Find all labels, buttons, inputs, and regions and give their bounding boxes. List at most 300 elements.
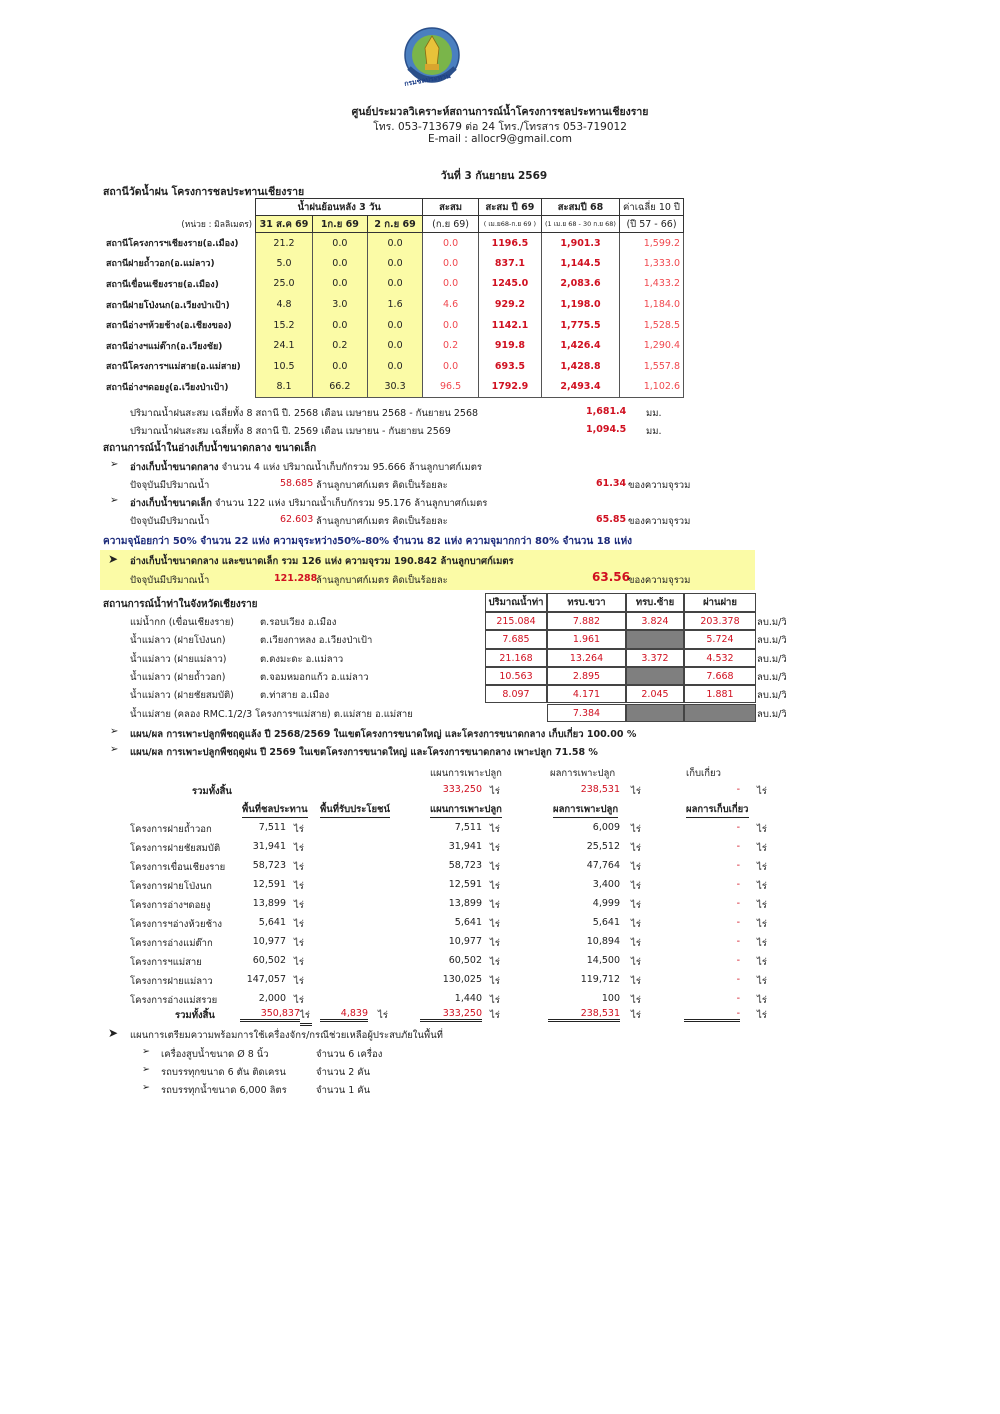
- flow-river: น้ำแม่ลาว (ฝายโป่งนก): [130, 635, 226, 647]
- crop-project-name: โครงการอ่างฯดอยงู: [130, 900, 211, 911]
- crop-plan: 7,511: [454, 822, 482, 833]
- crop-h-harvest2: ผลการเก็บเกี่ยว: [686, 802, 749, 818]
- crop-sum-result: 238,531: [580, 784, 620, 795]
- crop-irr-area: 60,502: [252, 955, 286, 966]
- crop-total-area: 350,837: [240, 1008, 300, 1022]
- rain-day3: 0.0: [367, 253, 422, 274]
- crop-area-unit: ไร่: [294, 957, 304, 968]
- bullet-arrow-icon: ➢: [110, 726, 119, 737]
- rain-cum68: 1,428.8: [542, 356, 620, 377]
- crop-area-unit: ไร่: [294, 881, 304, 892]
- rain-day3: 0.0: [367, 335, 422, 356]
- flow-weir-empty: [684, 704, 756, 722]
- capacity-summary: ความจุน้อยกว่า 50% จำนวน 22 แห่ง ความจุระหว่าง50%-80% จำนวน 82 แห่ง ความจุมากกว่า 80% จำนวน 18 แห่ง: [103, 536, 633, 547]
- crop-area-unit: ไร่: [294, 900, 304, 911]
- rain-cum: 0.0: [423, 356, 479, 377]
- crop-plan-unit: ไร่: [490, 957, 500, 968]
- bullet-arrow-icon: ➤: [108, 552, 119, 566]
- crop-sum-plan-unit: ไร่: [490, 786, 500, 797]
- equipment-qty: จำนวน 6 เครื่อง: [316, 1049, 383, 1060]
- rain-cum: 4.6: [423, 294, 479, 315]
- rain-col-cum-sub: (ก.ย 69): [423, 216, 479, 233]
- flow-unit: ลบ.ม/วิ: [757, 635, 787, 647]
- rain-day1: 15.2: [256, 315, 313, 336]
- crop-plan: 130,025: [442, 974, 482, 985]
- rain-station-row: [103, 315, 684, 336]
- flow-river: น้ำแม่ลาว (ฝายแม่ลาว): [130, 653, 227, 665]
- rain-cum69: 1245.0: [478, 274, 541, 295]
- bullet-arrow-icon: ➢: [110, 459, 119, 470]
- bullet-arrow-icon: ➤: [108, 1026, 119, 1040]
- crop-plan-unit: ไร่: [490, 995, 500, 1006]
- rain-table: [103, 198, 684, 398]
- equipment-title: แผนการเตรียมความพร้อมการใช้เครื่องจักร/กรณีช่วยเหลือผู้ประสบภัยในพื้นที่: [130, 1030, 443, 1041]
- total-pct-value: 63.56: [592, 570, 630, 584]
- crop-plan-unit: ไร่: [490, 881, 500, 892]
- crop-plan: 13,899: [448, 898, 482, 909]
- crop-sum-result-unit: ไร่: [631, 786, 641, 797]
- crop-result-unit: ไร่: [631, 881, 641, 892]
- flow-right: 7.384: [547, 704, 626, 722]
- station-name: สถานีอ่างฯแม่ต๊าก(อ.เวียงชัย): [106, 341, 223, 352]
- crop-result-unit: ไร่: [631, 919, 641, 930]
- crop-plan: 58,723: [448, 860, 482, 871]
- total-current-value: 121.288: [274, 573, 318, 584]
- crop-project-name: โครงการฝายชัยสมบัติ: [130, 843, 221, 854]
- flow-river: น้ำแม่ลาว (ฝายชัยสมบัติ): [130, 690, 234, 702]
- crop-result: 25,512: [586, 841, 620, 852]
- crop-total-plan-unit: ไร่: [490, 1010, 500, 1021]
- org-phone: โทร. 053-713679 ต่อ 24 โทร./โทรสาร 053-719012: [373, 121, 627, 133]
- flow-unit: ลบ.ม/วิ: [757, 617, 787, 628]
- crop-project-name: โครงการฝายโป่งนก: [130, 881, 212, 892]
- crop-sum-plan: 333,250: [442, 784, 482, 795]
- crop-area-unit: ไร่: [294, 976, 304, 987]
- equipment-name: รถบรรทุกน้ำขนาด 6,000 ลิตร: [161, 1085, 287, 1096]
- crop-project-name: โครงการฯอ่างห้วยช้าง: [130, 919, 222, 930]
- small-pct-value: 65.85: [596, 514, 627, 525]
- crop-result: 4,999: [592, 898, 620, 909]
- rain-cum69: 929.2: [478, 294, 541, 315]
- rain-day2: 0.0: [312, 315, 367, 336]
- flow-weir: 1.881: [684, 685, 756, 703]
- crop-plan-wet: แผน/ผล การเพาะปลูกพืชฤดูฝน ปี 2569 ในเขตโครงการขนาดใหญ่ และโครงการขนาดกลาง เพาะปลูก 71.58 %: [130, 747, 598, 758]
- flow-h-flow: ปริมาณน้ำท่า: [485, 593, 547, 612]
- rain-day3: 30.3: [367, 377, 422, 398]
- rain-col-cum68: สะสมปี 68: [542, 199, 620, 216]
- rain-cum: 0.0: [423, 274, 479, 295]
- rain-col-d3: 2 ก.ย 69: [367, 216, 422, 233]
- equipment-name: เครื่องสูบน้ำขนาด Ø 8 นิ้ว: [161, 1049, 269, 1060]
- crop-result-unit: ไร่: [631, 900, 641, 911]
- crop-harvest: -: [736, 898, 740, 909]
- equipment-name: รถบรรทุกขนาด 6 ตัน ติดเครน: [161, 1067, 286, 1078]
- flow-location: ต.จอมหมอกแก้ว อ.แม่ลาว: [260, 671, 369, 683]
- rain-day1: 8.1: [256, 377, 313, 398]
- flow-value: 7.685: [485, 630, 547, 648]
- org-title: ศูนย์ประมวลวิเคราะห์สถานการณ์น้ำโครงการชลประทานเชียงราย: [351, 106, 649, 118]
- crop-plan-unit: ไร่: [490, 824, 500, 835]
- bullet-arrow-icon: ➢: [142, 1082, 150, 1093]
- crop-h-plan: แผนการเพาะปลูก: [430, 768, 502, 779]
- crop-harvest-unit: ไร่: [757, 995, 767, 1006]
- rain-day2: 66.2: [312, 377, 367, 398]
- flow-right: 13.264: [547, 649, 626, 667]
- crop-irr-area: 58,723: [252, 860, 286, 871]
- crop-harvest: -: [736, 955, 740, 966]
- crop-plan: 1,440: [454, 993, 482, 1004]
- rain-day2: 0.0: [312, 356, 367, 377]
- crop-result: 119,712: [580, 974, 620, 985]
- crop-project-name: โครงการฝายแม่ลาว: [130, 976, 213, 987]
- avg2569-unit: มม.: [646, 426, 662, 437]
- rain-avg10: 1,184.0: [619, 294, 683, 315]
- small-head: อ่างเก็บน้ำขนาดเล็ก: [130, 498, 212, 509]
- flow-right: 2.895: [547, 667, 626, 685]
- rain-day1: 24.1: [256, 335, 313, 356]
- crop-harvest-unit: ไร่: [757, 919, 767, 930]
- crop-result-unit: ไร่: [631, 824, 641, 835]
- crop-plan: 10,977: [448, 936, 482, 947]
- org-email: E-mail : allocr9@gmail.com: [427, 133, 573, 145]
- rain-cum68: 1,198.0: [542, 294, 620, 315]
- rain-day3: 1.6: [367, 294, 422, 315]
- reservoir-title: สถานการณ์น้ำในอ่างเก็บน้ำขนาดกลาง ขนาดเล็ก: [103, 443, 317, 454]
- rain-day1: 25.0: [256, 274, 313, 295]
- total-head: อ่างเก็บน้ำขนาดกลาง และขนาดเล็ก รวม 126 แห่ง ความจุรวม 190.842 ล้านลูกบาศก์เมตร: [130, 556, 514, 567]
- crop-result: 14,500: [586, 955, 620, 966]
- rain-station-row: [103, 294, 684, 315]
- flow-value: 8.097: [485, 685, 547, 703]
- small-current-value: 62.603: [280, 514, 314, 525]
- rain-col-cum69-sub: ( เม.ย68-ก.ย 69 ): [478, 216, 541, 233]
- rain-day3: 0.0: [367, 356, 422, 377]
- crop-h-plan2: แผนการเพาะปลูก: [430, 802, 502, 818]
- crop-harvest-unit: ไร่: [757, 976, 767, 987]
- crop-plan: 31,941: [448, 841, 482, 852]
- crop-result: 47,764: [586, 860, 620, 871]
- crop-irr-area: 5,641: [258, 917, 286, 928]
- rain-unit-label: (หน่วย : มิลลิเมตร): [181, 220, 253, 230]
- crop-total-harvest: -: [684, 1008, 740, 1022]
- station-name: สถานีเขื่อนเชียงราย(อ.เมือง): [106, 279, 219, 290]
- rain-col-cum69: สะสม ปี 69: [478, 199, 541, 216]
- rain-col-avg-sub: (ปี 57 - 66): [619, 216, 683, 233]
- rain-day1: 10.5: [256, 356, 313, 377]
- rain-day2: 0.0: [312, 274, 367, 295]
- equipment-qty: จำนวน 2 คัน: [316, 1067, 371, 1078]
- crop-plan-dry: แผน/ผล การเพาะปลูกพืชฤดูแล้ง ปี 2568/2569 ในเขตโครงการขนาดใหญ่ และโครงการขนาดกลาง เก็บเกี่ยว 100.00 %: [130, 729, 637, 740]
- medium-pct-value: 61.34: [596, 478, 627, 489]
- rain-cum69: 1142.1: [478, 315, 541, 336]
- rain-avg10: 1,433.2: [619, 274, 683, 295]
- crop-harvest: -: [736, 993, 740, 1004]
- flow-value: 21.168: [485, 649, 547, 667]
- crop-total-label: รวมทั้งสิ้น: [175, 1010, 215, 1021]
- crop-result-unit: ไร่: [631, 843, 641, 854]
- rain-group-header: น้ำฝนย้อนหลัง 3 วัน: [256, 199, 423, 216]
- crop-irr-area: 147,057: [246, 974, 286, 985]
- crop-h-harvest: เก็บเกี่ยว: [686, 768, 721, 779]
- rain-day1: 5.0: [256, 253, 313, 274]
- crop-total-result: 238,531: [548, 1008, 620, 1022]
- flow-h-weir: ผ่านฝาย: [684, 593, 756, 612]
- crop-area-unit: ไร่: [294, 843, 304, 854]
- rain-cum68: 1,775.5: [542, 315, 620, 336]
- bullet-arrow-icon: ➢: [142, 1064, 150, 1075]
- crop-total-benefit-unit: ไร่: [378, 1010, 388, 1021]
- station-name: สถานีโครงการฯเชียงราย(อ.เมือง): [106, 238, 239, 249]
- avg2568-unit: มม.: [646, 408, 662, 419]
- crop-plan: 60,502: [448, 955, 482, 966]
- rain-day3: 0.0: [367, 274, 422, 295]
- rain-col-cum: สะสม: [423, 199, 479, 216]
- flow-h-right: ทรบ.ขวา: [547, 593, 626, 612]
- crop-area-unit: ไร่: [294, 938, 304, 949]
- flow-location: ต.ดงมะดะ อ.แม่ลาว: [260, 653, 344, 665]
- station-name: สถานีโครงการฯแม่สาย(อ.แม่สาย): [106, 362, 241, 373]
- rain-cum69: 693.5: [478, 356, 541, 377]
- flow-river: แม่น้ำกก (เขื่อนเชียงราย): [130, 617, 234, 628]
- crop-project-name: โครงการอ่างแม่สรวย: [130, 995, 218, 1006]
- flow-location: ต.ท่าสาย อ.เมือง: [260, 690, 330, 702]
- flow-value: 10.563: [485, 667, 547, 685]
- station-name: สถานีอ่างฯดอยงู(อ.เวียงป่าเป้า): [106, 382, 229, 393]
- rain-cum69: 1792.9: [478, 377, 541, 398]
- rain-cum69: 837.1: [478, 253, 541, 274]
- flow-location: ต.เวียงกาหลง อ.เวียงป่าเป้า: [260, 635, 373, 647]
- medium-pct-suffix: ของความจุรวม: [628, 480, 691, 491]
- rain-day2: 3.0: [312, 294, 367, 315]
- flow-location: ต.รอบเวียง อ.เมือง: [260, 617, 337, 628]
- logo-text: กรมชลประทาน: [403, 71, 452, 89]
- medium-reservoir-line: [130, 460, 482, 475]
- station-name: สถานีอ่างฯห้วยช้าง(อ.เชียงของ): [106, 321, 232, 332]
- crop-result: 100: [601, 993, 620, 1004]
- medium-current-label: ปัจจุบันมีปริมาณน้ำ: [130, 480, 210, 491]
- crop-harvest-unit: ไร่: [757, 862, 767, 873]
- rain-day1: 21.2: [256, 233, 313, 254]
- bullet-arrow-icon: ➢: [110, 495, 119, 506]
- crop-area-unit: ไร่: [294, 824, 304, 835]
- rain-cum: 0.0: [423, 253, 479, 274]
- flow-left: 2.045: [626, 685, 684, 703]
- crop-sum-harvest-unit: ไร่: [757, 786, 767, 797]
- crop-plan-unit: ไร่: [490, 938, 500, 949]
- crop-harvest-unit: ไร่: [757, 957, 767, 968]
- avg2569-value: 1,094.5: [586, 424, 627, 435]
- rain-station-row: [103, 253, 684, 274]
- crop-irr-area: 10,977: [252, 936, 286, 947]
- crop-sum-label: รวมทั้งสิ้น: [192, 786, 232, 797]
- crop-plan-unit: ไร่: [490, 976, 500, 987]
- flow-left: 3.824: [626, 612, 684, 630]
- small-current-label: ปัจจุบันมีปริมาณน้ำ: [130, 516, 210, 527]
- crop-harvest: -: [736, 879, 740, 890]
- equipment-qty: จำนวน 1 คัน: [316, 1085, 371, 1096]
- rain-col-avg: ค่าเฉลี่ย 10 ปี: [619, 199, 683, 216]
- crop-result: 10,894: [586, 936, 620, 947]
- small-reservoir-line: [130, 496, 487, 511]
- crop-plan-unit: ไร่: [490, 900, 500, 911]
- rain-cum: 0.0: [423, 315, 479, 336]
- flow-weir: 7.668: [684, 667, 756, 685]
- rain-cum68: 1,901.3: [542, 233, 620, 254]
- flow-weir: 4.532: [684, 649, 756, 667]
- rain-cum: 0.0: [423, 233, 479, 254]
- rain-cum69: 919.8: [478, 335, 541, 356]
- medium-current-value: 58.685: [280, 478, 314, 489]
- crop-area-unit: ไร่: [294, 919, 304, 930]
- rain-col-d1: 31 ส.ค 69: [256, 216, 313, 233]
- total-pct-suffix: ของความจุรวม: [628, 575, 691, 586]
- flow-left-empty: [626, 667, 684, 685]
- station-name: สถานีฝายโป่งนก(อ.เวียงป่าเป้า): [106, 300, 230, 311]
- small-pct-suffix: ของความจุรวม: [628, 516, 691, 527]
- total-mcm-pct: ล้านลูกบาศก์เมตร คิดเป็นร้อยละ: [316, 575, 448, 586]
- flow-value: 215.084: [485, 612, 547, 630]
- crop-project-name: โครงการฯแม่สาย: [130, 957, 202, 968]
- avg2568-value: 1,681.4: [586, 406, 627, 417]
- crop-result: 6,009: [592, 822, 620, 833]
- crop-irr-area: 12,591: [252, 879, 286, 890]
- crop-plan-unit: ไร่: [490, 862, 500, 873]
- crop-plan-unit: ไร่: [490, 919, 500, 930]
- small-mcm-pct: ล้านลูกบาศก์เมตร คิดเป็นร้อยละ: [316, 516, 448, 527]
- crop-irr-area: 31,941: [252, 841, 286, 852]
- crop-harvest: -: [736, 822, 740, 833]
- rain-cum: 96.5: [423, 377, 479, 398]
- rain-day2: 0.0: [312, 233, 367, 254]
- rain-cum69: 1196.5: [478, 233, 541, 254]
- crop-result-unit: ไร่: [631, 957, 641, 968]
- rain-col-d2: 1ก.ย 69: [312, 216, 367, 233]
- crop-result: 3,400: [592, 879, 620, 890]
- crop-project-name: โครงการเขื่อนเชียงราย: [130, 862, 226, 873]
- crop-h-benefit: พื้นที่รับประโยชน์: [320, 802, 390, 818]
- rain-day2: 0.0: [312, 253, 367, 274]
- rain-cum: 0.2: [423, 335, 479, 356]
- crop-h-irr-area: พื้นที่ชลประทาน: [242, 802, 308, 818]
- rain-col-cum68-sub: (1 เม.ย 68 - 30 ก.ย 68): [542, 216, 620, 233]
- flow-right: 4.171: [547, 685, 626, 703]
- report-date: วันที่ 3 กันยายน 2569: [440, 170, 548, 182]
- rain-cum68: 1,144.5: [542, 253, 620, 274]
- rain-avg10: 1,557.8: [619, 356, 683, 377]
- crop-irr-area: 7,511: [258, 822, 286, 833]
- crop-h-result: ผลการเพาะปลูก: [550, 768, 616, 779]
- crop-project-name: โครงการอ่างแม่ต๊าก: [130, 938, 213, 949]
- crop-result: 5,641: [592, 917, 620, 928]
- total-current-label: ปัจจุบันมีปริมาณน้ำ: [130, 575, 210, 586]
- flow-unit: ลบ.ม/วิ: [757, 671, 787, 683]
- crop-total-harvest-unit: ไร่: [757, 1010, 767, 1021]
- bullet-arrow-icon: ➢: [110, 744, 119, 755]
- rain-avg10: 1,528.5: [619, 315, 683, 336]
- flow-unit: ลบ.ม/วิ: [757, 690, 787, 702]
- crop-result-unit: ไร่: [631, 976, 641, 987]
- flow-header-row: [485, 593, 788, 612]
- flow-right: 7.882: [547, 612, 626, 630]
- rain-avg10: 1,102.6: [619, 377, 683, 398]
- rain-station-row: [103, 274, 684, 295]
- crop-harvest-unit: ไร่: [757, 843, 767, 854]
- flow-river: น้ำแม่สาย (คลอง RMC.1/2/3 โครงการฯแม่สาย) ต.แม่สาย อ.แม่สาย: [130, 708, 413, 720]
- flow-left-empty: [626, 704, 684, 722]
- rain-avg10: 1,599.2: [619, 233, 683, 254]
- flow-left-empty: [626, 630, 684, 648]
- crop-h-result2: ผลการเพาะปลูก: [553, 802, 618, 818]
- crop-result-unit: ไร่: [631, 862, 641, 873]
- crop-total-plan: 333,250: [420, 1008, 482, 1022]
- small-desc: จำนวน 122 แห่ง ปริมาณน้ำเก็บกักรวม 95.176 ล้านลูกบาศก์เมตร: [214, 498, 488, 509]
- rain-cum68: 2,493.4: [542, 377, 620, 398]
- flow-h-left: ทรบ.ซ้าย: [626, 593, 684, 612]
- medium-head: อ่างเก็บน้ำขนาดกลาง: [130, 462, 219, 473]
- rain-day3: 0.0: [367, 315, 422, 336]
- rain-station-row: [103, 233, 684, 254]
- rain-station-row: [103, 335, 684, 356]
- rain-cum68: 2,083.6: [542, 274, 620, 295]
- crop-harvest-unit: ไร่: [757, 824, 767, 835]
- medium-mcm-pct: ล้านลูกบาศก์เมตร คิดเป็นร้อยละ: [316, 480, 448, 491]
- flow-left: 3.372: [626, 649, 684, 667]
- flow-weir: 5.724: [684, 630, 756, 648]
- crop-project-name: โครงการฝายถ้ำวอก: [130, 824, 212, 835]
- avg2569-label: ปริมาณน้ำฝนสะสม เฉลี่ยทั้ง 8 สถานี ปี. 2569 เดือน เมษายน - กันยายน 2569: [130, 426, 451, 437]
- crop-harvest-unit: ไร่: [757, 938, 767, 949]
- rain-avg10: 1,290.4: [619, 335, 683, 356]
- crop-irr-area: 2,000: [258, 993, 286, 1004]
- station-name: สถานีฝายถ้ำวอก(อ.แม่ลาว): [106, 259, 215, 270]
- crop-area-unit: ไร่: [294, 995, 304, 1006]
- flow-right: 1.961: [547, 630, 626, 648]
- crop-harvest: -: [736, 936, 740, 947]
- crop-plan-unit: ไร่: [490, 843, 500, 854]
- crop-result-unit: ไร่: [631, 938, 641, 949]
- crop-total-area-unit: ไร่: [300, 1008, 312, 1026]
- flow-title: สถานการณ์น้ำท่าในจังหวัดเชียงราย: [103, 599, 258, 610]
- bullet-arrow-icon: ➢: [142, 1046, 150, 1057]
- crop-total-result-unit: ไร่: [631, 1010, 641, 1021]
- medium-desc: จำนวน 4 แห่ง ปริมาณน้ำเก็บกักรวม 95.666 ล้านลูกบาศก์เมตร: [221, 462, 482, 473]
- flow-river: น้ำแม่ลาว (ฝายถ้ำวอก): [130, 671, 226, 683]
- flow-weir: 203.378: [684, 612, 756, 630]
- rain-station-row: [103, 356, 684, 377]
- rain-station-row: [103, 377, 684, 398]
- rain-day2: 0.2: [312, 335, 367, 356]
- crop-result-unit: ไร่: [631, 995, 641, 1006]
- rain-day1: 4.8: [256, 294, 313, 315]
- crop-sum-harvest: -: [736, 784, 740, 795]
- flow-unit: ลบ.ม/วิ: [757, 653, 787, 665]
- rain-avg10: 1,333.0: [619, 253, 683, 274]
- crop-area-unit: ไร่: [294, 862, 304, 873]
- crop-harvest-unit: ไร่: [757, 900, 767, 911]
- flow-unit: ลบ.ม/วิ: [757, 708, 787, 720]
- rain-section-title: สถานีวัดน้ำฝน โครงการชลประทานเชียงราย: [103, 186, 305, 198]
- crop-irr-area: 13,899: [252, 898, 286, 909]
- crop-plan: 5,641: [454, 917, 482, 928]
- crop-plan: 12,591: [448, 879, 482, 890]
- crop-total-benefit: 4,839: [320, 1008, 368, 1022]
- rain-day3: 0.0: [367, 233, 422, 254]
- crop-harvest-unit: ไร่: [757, 881, 767, 892]
- crop-harvest: -: [736, 917, 740, 928]
- rain-cum68: 1,426.4: [542, 335, 620, 356]
- crop-harvest: -: [736, 841, 740, 852]
- avg2568-label: ปริมาณน้ำฝนสะสม เฉลี่ยทั้ง 8 สถานี ปี. 2568 เดือน เมษายน 2568 - กันยายน 2568: [130, 408, 479, 419]
